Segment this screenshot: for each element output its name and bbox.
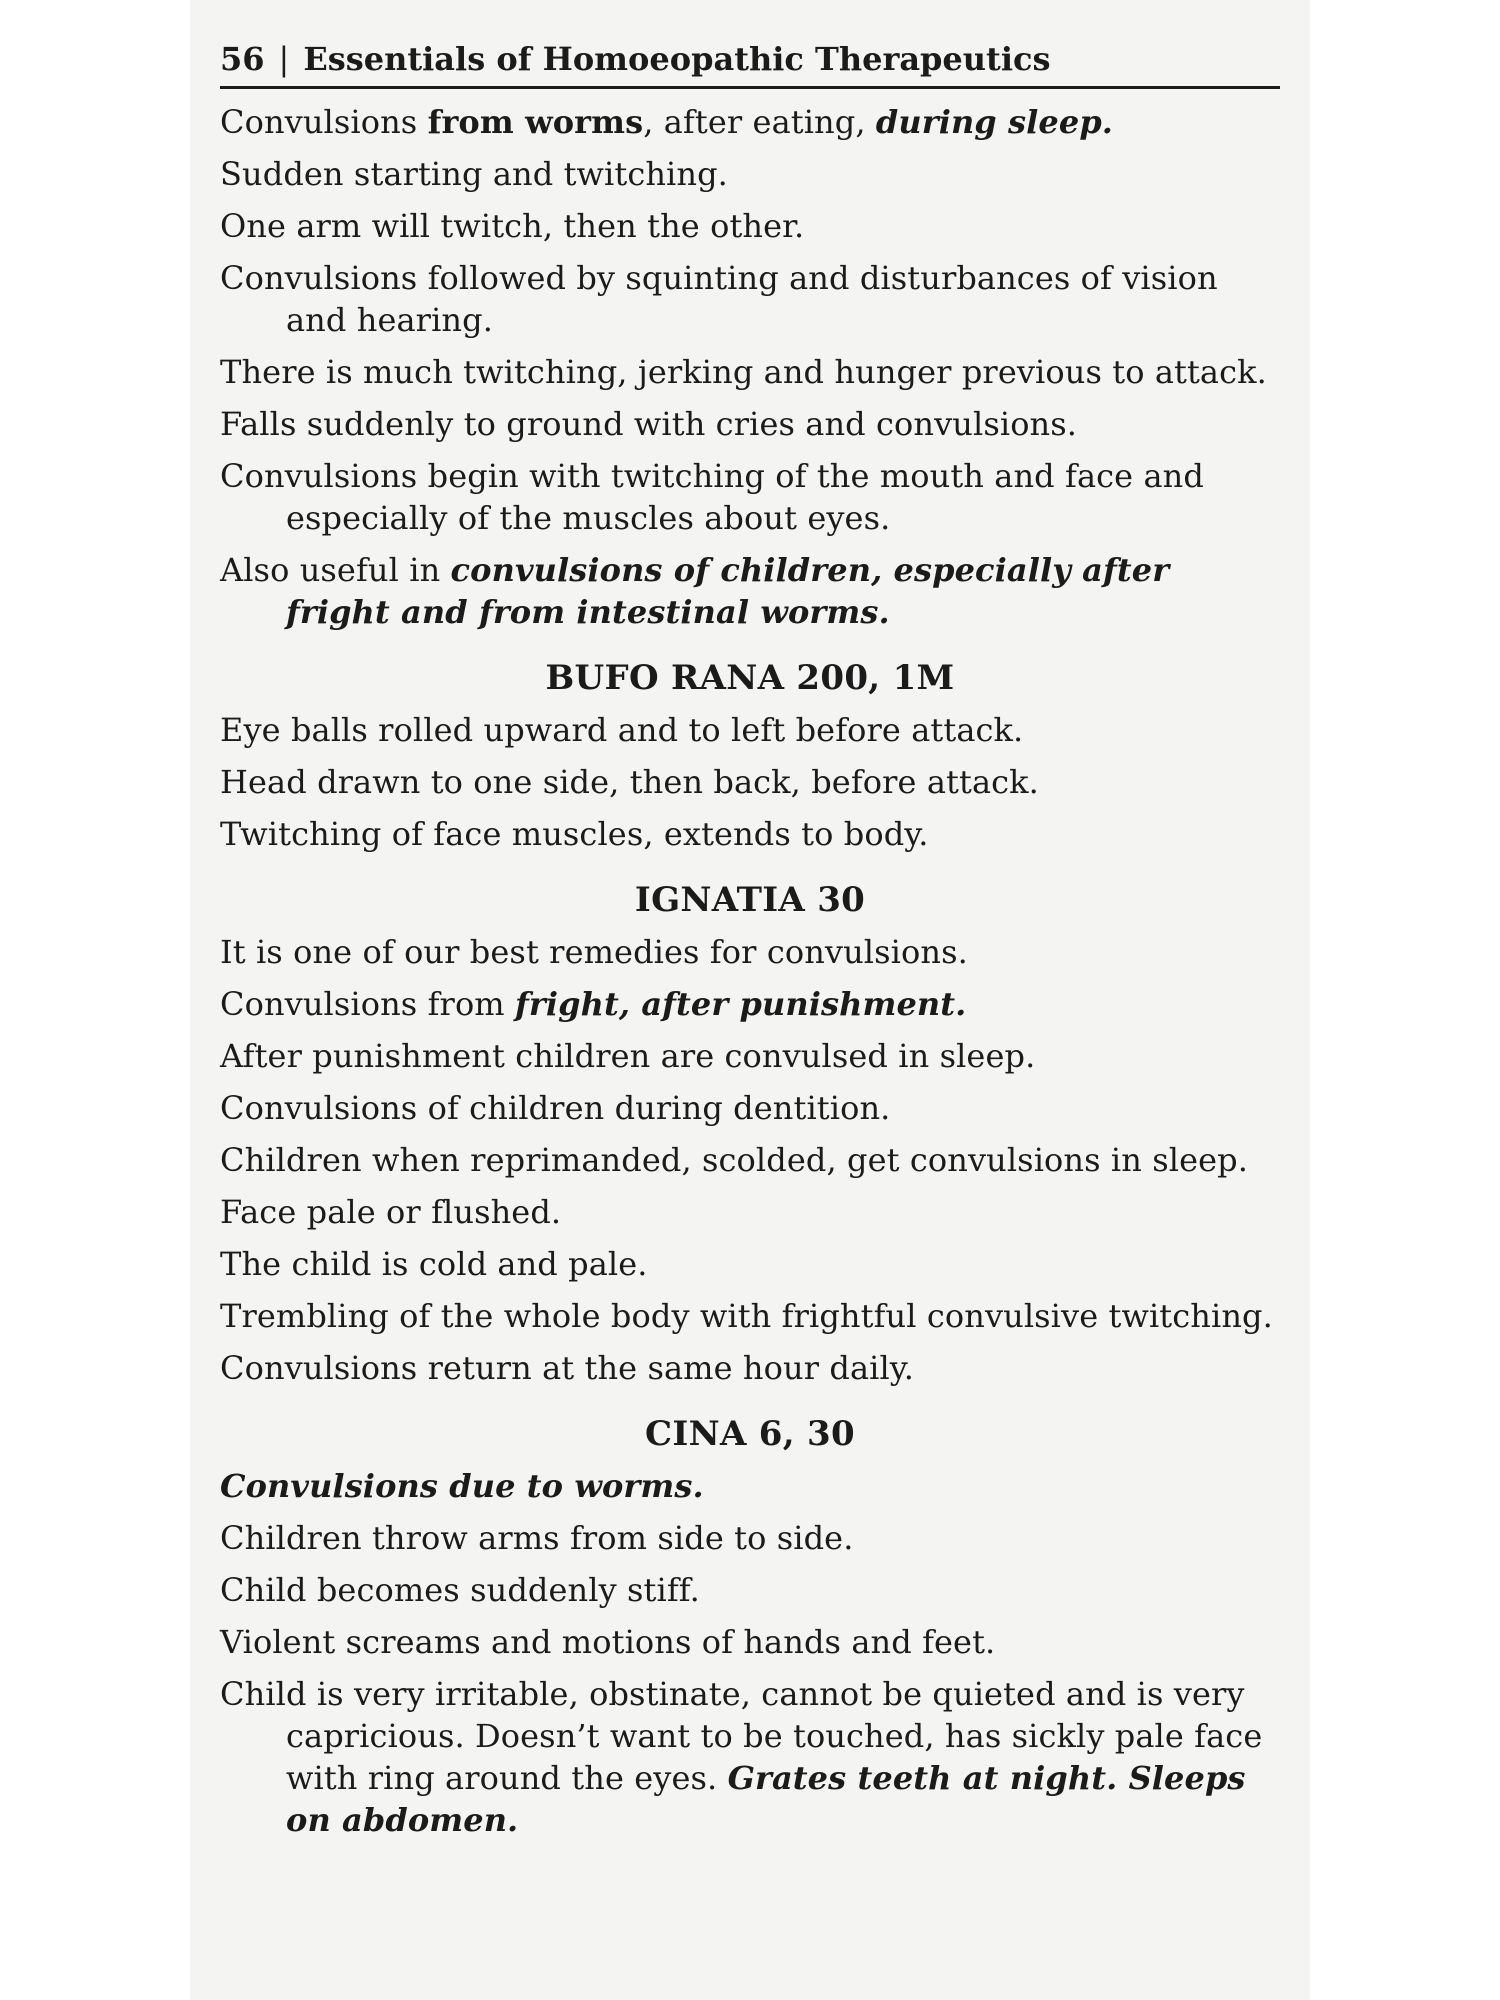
text-segment: Violent screams and motions of hands and feet.: [220, 1623, 996, 1661]
page-number: 56: [220, 40, 265, 78]
text-segment: Convulsions return at the same hour daily.: [220, 1349, 915, 1387]
symptom-line: [220, 153, 1280, 195]
emphasis-segment: from worms: [427, 103, 644, 141]
text-segment: Falls suddenly to ground with cries and convulsions.: [220, 405, 1078, 443]
text-segment: Convulsions from: [220, 985, 516, 1023]
text-segment: Head drawn to one side, then back, before attack.: [220, 763, 1039, 801]
symptom-line: [220, 1569, 1280, 1611]
header-separator: |: [278, 40, 290, 78]
book-title: Essentials of Homoeopathic Therapeutics: [303, 40, 1051, 78]
text-segment: There is much twitching, jerking and hunger previous to attack.: [220, 353, 1267, 391]
page-content: [220, 40, 1280, 1841]
text-segment: Child becomes suddenly stiff.: [220, 1571, 700, 1609]
symptom-line: [220, 455, 1280, 539]
body-text: [220, 101, 1280, 1841]
text-segment: , after eating,: [643, 103, 876, 141]
symptom-line: [220, 1673, 1280, 1841]
symptom-line: [220, 351, 1280, 393]
emphasis-segment: Convulsions due to worms.: [220, 1467, 704, 1505]
symptom-line: [220, 257, 1280, 341]
text-segment: Convulsions: [220, 103, 428, 141]
symptom-line: [220, 761, 1280, 803]
symptom-line: [220, 1295, 1280, 1337]
symptom-line: [220, 983, 1280, 1025]
remedy-heading: IGNATIA 30: [634, 880, 866, 920]
symptom-line: [220, 709, 1280, 751]
text-segment: Also useful in: [220, 551, 451, 589]
remedy-heading: BUFO RANA 200, 1M: [545, 658, 955, 698]
text-segment: One arm will twitch, then the other.: [220, 207, 805, 245]
symptom-line: [220, 1087, 1280, 1129]
text-segment: After punishment children are convulsed in sleep.: [220, 1037, 1036, 1075]
text-segment: Child is very irritable, obstinate, cannot be quieted and is very capricious. Doesn’t want to be touched, has sickly pale face with ring around the eyes.: [220, 1675, 1263, 1797]
emphasis-segment: convulsions of children, especially after fright and from intestinal worms.: [286, 551, 1170, 631]
emphasis-segment: Grates teeth at night. Sleeps on abdomen.: [286, 1759, 1246, 1839]
text-segment: The child is cold and pale.: [220, 1245, 648, 1283]
text-segment: Sudden starting and twitching.: [220, 155, 728, 193]
text-segment: Trembling of the whole body with frightful convulsive twitching.: [220, 1297, 1273, 1335]
symptom-line: [220, 403, 1280, 445]
symptom-line: [220, 1347, 1280, 1389]
emphasis-segment: during sleep.: [875, 103, 1114, 141]
running-header: [220, 40, 1280, 89]
symptom-line: [220, 1139, 1280, 1181]
symptom-line: [220, 1621, 1280, 1663]
text-segment: It is one of our best remedies for convulsions.: [220, 933, 968, 971]
emphasis-segment: fright, after punishment.: [515, 985, 967, 1023]
symptom-line: [220, 1517, 1280, 1559]
text-segment: Eye balls rolled upward and to left before attack.: [220, 711, 1024, 749]
text-segment: Face pale or flushed.: [220, 1193, 562, 1231]
symptom-line: [220, 1243, 1280, 1285]
text-segment: Children when reprimanded, scolded, get convulsions in sleep.: [220, 1141, 1249, 1179]
symptom-line: [220, 1191, 1280, 1233]
remedy-heading: CINA 6, 30: [645, 1414, 855, 1454]
symptom-line: [220, 931, 1280, 973]
text-segment: Twitching of face muscles, extends to body.: [220, 815, 929, 853]
symptom-line: [220, 101, 1280, 143]
symptom-line: [220, 813, 1280, 855]
symptom-line: [220, 549, 1280, 633]
text-segment: Convulsions begin with twitching of the mouth and face and especially of the muscles about eyes.: [220, 457, 1204, 537]
symptom-line: [220, 205, 1280, 247]
symptom-line: [220, 1035, 1280, 1077]
book-page: [190, 0, 1310, 2000]
text-segment: Convulsions followed by squinting and disturbances of vision and hearing.: [220, 259, 1218, 339]
symptom-line: [220, 1465, 1280, 1507]
text-segment: Children throw arms from side to side.: [220, 1519, 854, 1557]
text-segment: Convulsions of children during dentition.: [220, 1089, 891, 1127]
